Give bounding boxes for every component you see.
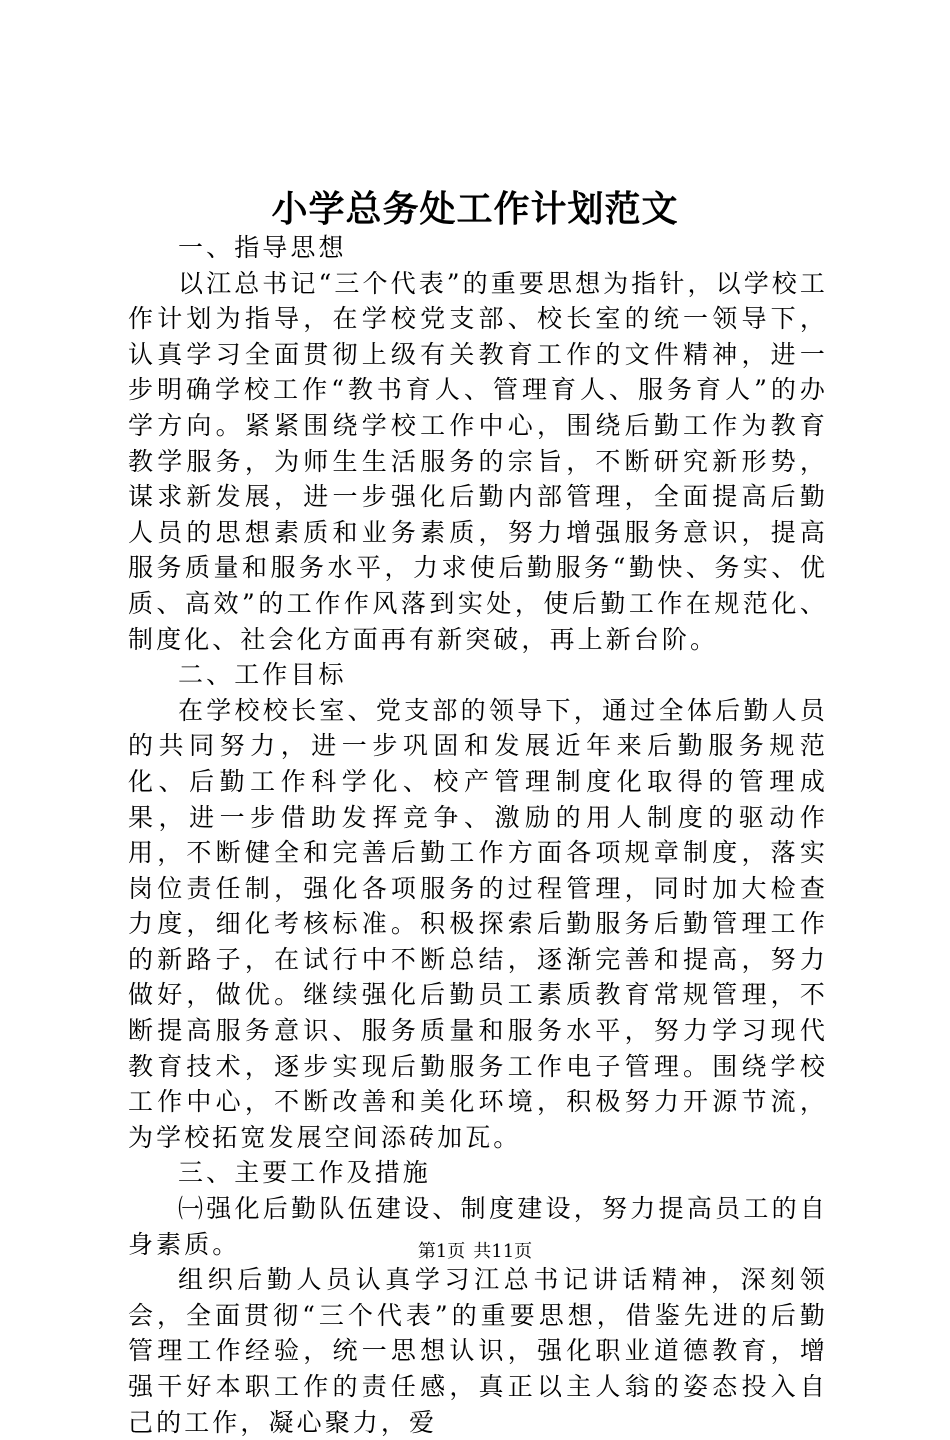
body-paragraph-1: 以江总书记“三个代表”的重要思想为指针，以学校工作计划为指导，在学校党支部、校长室的统一领导下，认真学习全面贯彻上级有关教育工作的文件精神，进一步明确学校工作“教书育人、管理育人、服务育人”的办学方向。紧紧围绕学校工作中心，围绕后勤工作为教育教学服务，为师生生活服务的宗旨，不断研究新形势，谋求新发展，进一步强化后勤内部管理，全面提高后勤人员的思想素质和业务素质，努力增强服务意识，提高服务质量和服务水平，力求使后勤服务“勤快、务实、优质、高效”的工作作风落到实处，使后勤工作在规范化、制度化、社会化方面再有新突破，再上新台阶。 <box>128 268 828 654</box>
section-heading-1: 一、指导思想 <box>178 233 347 262</box>
section-heading-3: 三、主要工作及措施 <box>178 1158 431 1188</box>
body-paragraph-3: ㈠强化后勤队伍建设、制度建设，努力提高员工的自身素质。 <box>128 1194 828 1259</box>
document-title: 小学总务处工作计划范文 <box>271 188 679 230</box>
body-paragraph-2: 在学校校长室、党支部的领导下，通过全体后勤人员的共同努力，进一步巩固和发展近年来后勤服务规范化、后勤工作科学化、校产管理制度化取得的管理成果，进一步借助发挥竞争、激励的用人制度的驱动作用，不断健全和完善后勤工作方面各项规章制度，落实岗位责任制，强化各项服务的过程管理，同时加大检查力度，细化考核标准。积极探索后勤服务后勤管理工作的新路子，在试行中不断总结，逐渐完善和提高，努力做好，做优。继续强化后勤员工素质教育常规管理，不断提高服务意识、服务质量和服务水平，努力学习现代教育技术，逐步实现后勤服务工作电子管理。围绕学校工作中心，不断改善和美化环境，积极努力开源节流，为学校拓宽发展空间添砖加瓦。 <box>128 695 828 1152</box>
page-footer <box>0 1240 950 1264</box>
page-total: 共11页 <box>473 1241 533 1262</box>
section-heading-2: 二、工作目标 <box>178 660 347 690</box>
body-paragraph-4: 组织后勤人员认真学习江总书记讲话精神，深刻领会，全面贯彻“三个代表”的重要思想，借鉴先进的后勤管理工作经验，统一思想认识，强化职业道德教育，增强干好本职工作的责任感，真正以主人翁的姿态投入自己的工作，凝心聚力，爱 <box>128 1265 828 1437</box>
page-number: 第1页 <box>417 1241 466 1262</box>
